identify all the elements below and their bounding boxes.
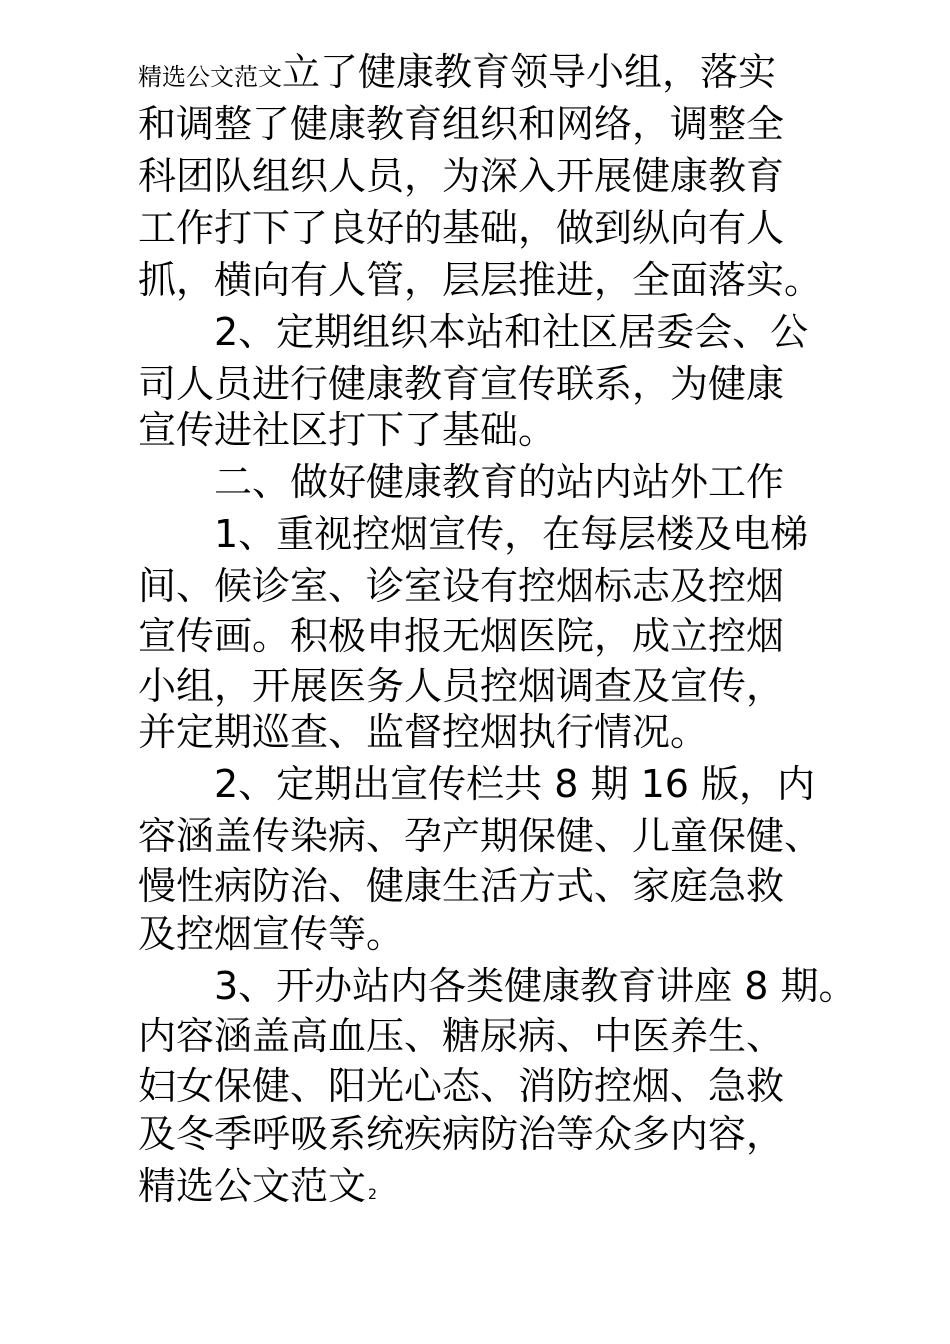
text-line-14: 并定期巡查、监督控烟执行情况。 — [138, 710, 709, 754]
text-line-5: 抓，横向有人管，层层推进，全面落实。 — [138, 258, 823, 302]
footer-line — [138, 1160, 377, 1212]
text-line-17: 慢性病防治、健康生活方式、家庭急救 — [138, 864, 785, 908]
text-line-3: 科团队组织人员，为深入开展健康教育 — [138, 154, 785, 198]
text-line-20: 内容涵盖高血压、糖尿病、中医养生、 — [138, 1014, 785, 1058]
text-line-8: 宣传进社区打下了基础。 — [138, 408, 557, 452]
text-line-1 — [138, 46, 776, 98]
text-line-18: 及控烟宣传等。 — [138, 912, 405, 956]
first-line-text: 立了健康教育领导小组，落实 — [282, 50, 777, 94]
text-line-12: 宣传画。积极申报无烟医院，成立控烟 — [138, 614, 785, 658]
footer-text: 精选公文范文 — [138, 1164, 367, 1208]
header-prefix: 精选公文范文 — [138, 63, 282, 91]
text-line-19: 3、开办站内各类健康教育讲座 8 期。 — [138, 964, 857, 1008]
text-line-6: 2、定期组织本站和社区居委会、公 — [138, 310, 809, 354]
text-line-13: 小组，开展医务人员控烟调查及宣传， — [138, 664, 785, 708]
text-line-2: 和调整了健康教育组织和网络，调整全 — [138, 102, 785, 146]
page-number: 2 — [368, 1187, 377, 1203]
text-line-22: 及冬季呼吸系统疾病防治等众多内容， — [138, 1112, 785, 1156]
text-line-7: 司人员进行健康教育宣传联系，为健康 — [138, 362, 785, 406]
text-line-11: 间、候诊室、诊室设有控烟标志及控烟 — [138, 564, 785, 608]
text-line-10: 1、重视控烟宣传，在每层楼及电梯 — [138, 512, 809, 556]
text-line-4: 工作打下了良好的基础，做到纵向有人 — [138, 206, 785, 250]
text-line-15: 2、定期出宣传栏共 8 期 16 版，内 — [138, 762, 816, 806]
text-line-9: 二、做好健康教育的站内站外工作 — [138, 460, 785, 504]
text-line-21: 妇女保健、阳光心态、消防控烟、急救 — [138, 1064, 785, 1108]
text-line-16: 容涵盖传染病、孕产期保健、儿童保健、 — [138, 814, 823, 858]
